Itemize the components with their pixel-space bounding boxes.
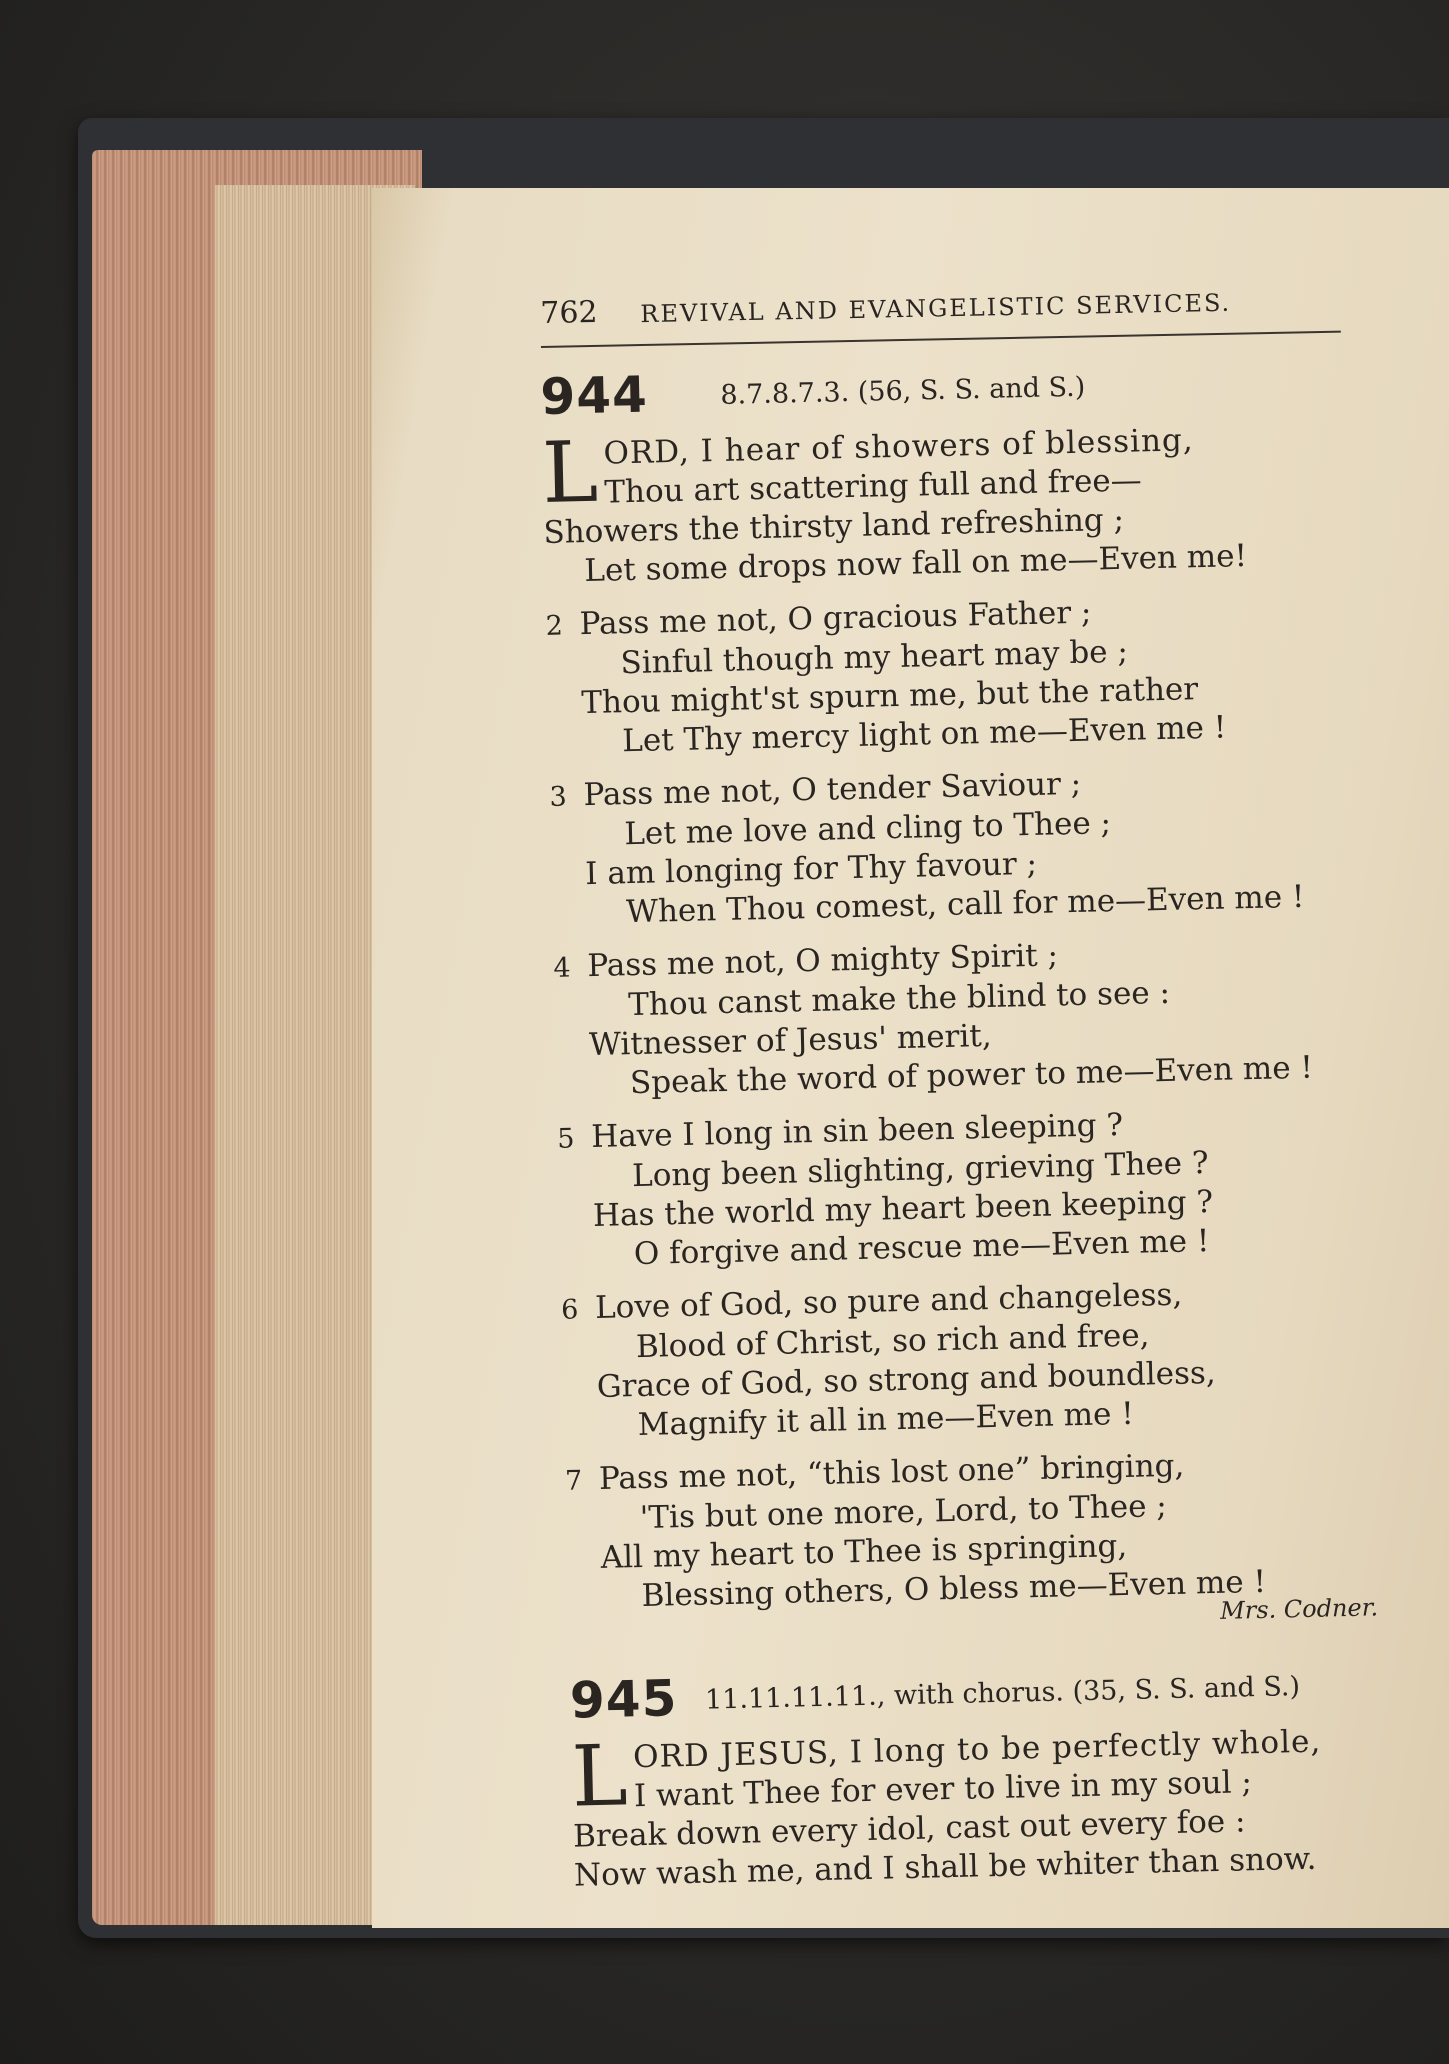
verse-line: ORD, I hear of showers of blessing, [603, 422, 1195, 472]
book-page [372, 188, 1449, 1928]
hymn-text [540, 358, 1449, 1910]
hymn-number: 944 [539, 365, 649, 426]
verse-line: Speak the word of power to me—Even me ! [629, 1049, 1314, 1102]
verse-1 [541, 416, 1424, 592]
verse-line: I am longing for Thy favour ; [584, 845, 1038, 893]
verse-line: Pass me not, “this lost one” bringing, [598, 1447, 1185, 1497]
verse-line: 'Tis but one more, Lord, to Thee ; [639, 1488, 1168, 1537]
verse-line: Magnify it all in me—Even me ! [637, 1395, 1135, 1444]
drop-cap: L [570, 1726, 629, 1826]
verse-line: Let Thy mercy light on me—Even me ! [621, 709, 1227, 760]
verse-6 [561, 1270, 1444, 1447]
page-number: 762 [540, 294, 598, 331]
verse-line: Showers the thirsty land refreshing ; [543, 501, 1125, 551]
verse-2 [545, 586, 1428, 763]
verse-line: I want Thee for ever to live in my soul ; [633, 1764, 1253, 1815]
verse-number: 6 [560, 1294, 579, 1326]
verse-line: Has the world my heart been keeping ? [592, 1183, 1214, 1235]
verse-number: 7 [564, 1465, 583, 1497]
hymn-meter: 11.11.11.11., with chorus. (35, S. S. and S.) [704, 1671, 1301, 1716]
verse-line: When Thou comest, call for me—Even me ! [625, 878, 1305, 931]
verse-number: 4 [553, 952, 571, 984]
verse-number: 5 [556, 1123, 575, 1155]
verse-number: 3 [549, 781, 568, 813]
verse-line: Let some drops now fall on me—Even me! [583, 538, 1248, 590]
running-head: REVIVAL AND EVANGELISTIC SERVICES. [640, 288, 1232, 329]
hymn-author: Mrs. Codner. [1219, 1593, 1379, 1625]
verse-3 [549, 757, 1432, 934]
verse-7 [565, 1441, 1448, 1618]
verse-line: O forgive and rescue me—Even me ! [633, 1223, 1210, 1273]
verse-line: Thou art scattering full and free— [603, 462, 1143, 511]
verse-line: ORD JESUS, I long to be perfectly whole, [632, 1723, 1322, 1776]
verse-line: Thou canst make the blind to see : [627, 974, 1171, 1024]
verse-4 [553, 928, 1436, 1105]
verse-line: All my heart to Thee is springing, [600, 1527, 1128, 1576]
verse-line: Now wash me, and I shall be whiter than snow. [573, 1840, 1317, 1894]
drop-cap: L [541, 422, 600, 522]
verse-line: Let me love and cling to Thee ; [623, 805, 1112, 853]
verse-number: 2 [545, 610, 564, 642]
verse-line: Break down every idol, cast out every foe : [572, 1803, 1246, 1855]
verse-line: Have I long in sin been sleeping ? [590, 1106, 1124, 1156]
verse-line: Pass me not, O tender Saviour ; [583, 765, 1082, 814]
verse-line: Thou might'st spurn me, but the rather [580, 671, 1199, 722]
hymn-meter: 8.7.8.7.3. (56, S. S. and S.) [720, 371, 1086, 411]
verse-line: Grace of God, so strong and boundless, [596, 1354, 1217, 1405]
verse-line: Long been slighting, grieving Thee ? [631, 1145, 1209, 1195]
verse-line: Pass me not, O mighty Spirit ; [586, 937, 1059, 985]
verse-line: Blessing others, O bless me—Even me ! [641, 1563, 1267, 1615]
verse-line: Witnesser of Jesus' merit, [588, 1017, 992, 1064]
page-header [540, 280, 1380, 331]
header-rule [541, 331, 1341, 348]
hymn-number: 945 [569, 1669, 679, 1730]
verse-line: Love of God, so pure and changeless, [594, 1276, 1183, 1326]
verse-5 [557, 1099, 1440, 1276]
verse-1 [571, 1720, 1449, 1896]
verse-line: Sinful though my heart may be ; [620, 633, 1129, 682]
verse-line: Pass me not, O gracious Father ; [579, 594, 1092, 643]
verse-line: Blood of Christ, so rich and free, [635, 1317, 1150, 1366]
